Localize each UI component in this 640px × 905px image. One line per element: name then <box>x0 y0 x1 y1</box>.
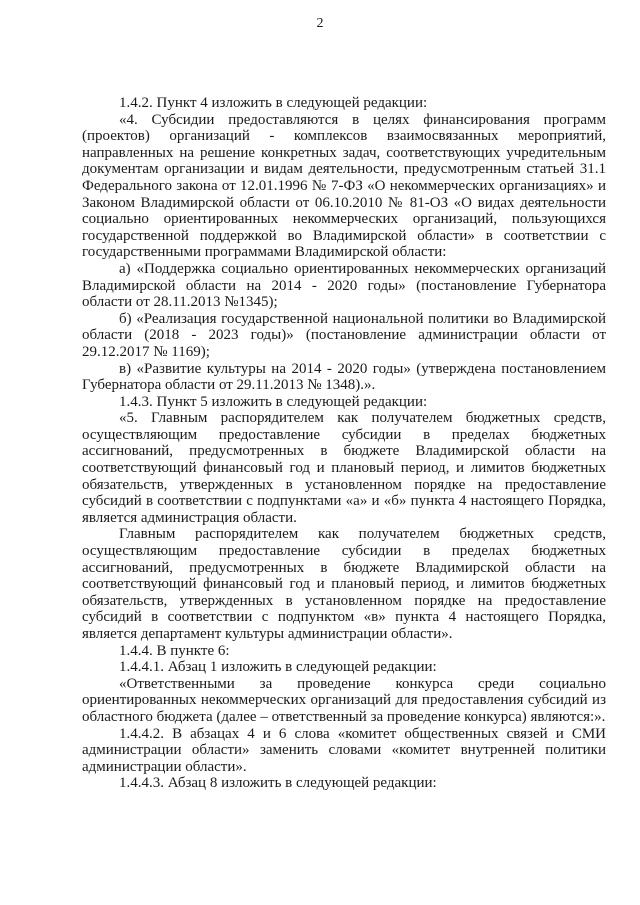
paragraph-subitem-b: б) «Реализация государственной национальной политики во Владимирской области (2018 - 2023 годы)» (постановление администрации области от 29.12.2017 № 1169); <box>82 310 606 360</box>
document-body <box>82 95 606 792</box>
paragraph-1-4-3: 1.4.3. Пункт 5 изложить в следующей редакции: <box>119 393 428 410</box>
paragraph-point-4: «4. Субсидии предоставляются в целях финансирования программ (проектов) организаций - комплексов взаимосвязанных мероприятий, направленных на решение конкретных задач, соответствующих учредительным документам организации и видам деятельности, предусмотренным статьей 31.1 Федерального закона от 12.01.1996 № 7-ФЗ «О некоммерческих организациях» и Законом Владимирской области от 06.10.2010 № 81-ОЗ «О видах деятельности социально ориентированных некоммерческих организаций, пользующихся государственной поддержкой во Владимирской области» в соответствии с государственными программами Владимирской области: <box>82 111 606 261</box>
paragraph-subitem-a: а) «Поддержка социально ориентированных некоммерческих организаций Владимирской области на 2014 - 2020 годы» (постановление Губернатора области от 28.11.2013 №1345); <box>82 260 606 311</box>
paragraph-1-4-4-1: 1.4.4.1. Абзац 1 изложить в следующей редакции: <box>119 659 437 676</box>
paragraph-responsible-quote: «Ответственными за проведение конкурса среди социально ориентированных некоммерческих организаций для предоставления субсидий из областного бюджета (далее – ответственный за проведение конкурса) являются:». <box>82 675 606 725</box>
paragraph-point-5: «5. Главным распорядителем как получателем бюджетных средств, осуществляющим предоставление субсидии в пределах бюджетных ассигнований, предусмотренных в бюджете Владимирской области на соответствующий финансовый год и плановый период, и лимитов бюджетных обязательств, утвержденных в установленном порядке на предоставление субсидий в соответствии с подпунктами «а» и «б» пункта 4 настоящего Порядка, является администрация области. <box>82 410 606 526</box>
paragraph-1-4-4-2: 1.4.4.2. В абзацах 4 и 6 слова «комитет общественных связей и СМИ администрации области» заменить словами «комитет внутренней политики администрации области». <box>82 725 606 775</box>
paragraph-1-4-4: 1.4.4. В пункте 6: <box>119 642 230 659</box>
page-number: 2 <box>316 16 324 31</box>
paragraph-subitem-v: в) «Развитие культуры на 2014 - 2020 годы» (утверждена постановлением Губернатора области от 29.11.2013 № 1348).». <box>82 360 606 394</box>
paragraph-point-5-second: Главным распорядителем как получателем бюджетных средств, осуществляющим предоставление субсидии в пределах бюджетных ассигнований, предусмотренных в бюджете Владимирской области на соответствующий финансовый год и плановый период, и лимитов бюджетных обязательств, утвержденных в установленном порядке на предоставление субсидий в соответствии с подпунктом «в» пункта 4 настоящего Порядка, является департамент культуры администрации области». <box>82 526 606 642</box>
paragraph-1-4-4-3: 1.4.4.3. Абзац 8 изложить в следующей редакции: <box>119 775 437 792</box>
paragraph-1-4-2: 1.4.2. Пункт 4 изложить в следующей редакции: <box>119 95 428 111</box>
